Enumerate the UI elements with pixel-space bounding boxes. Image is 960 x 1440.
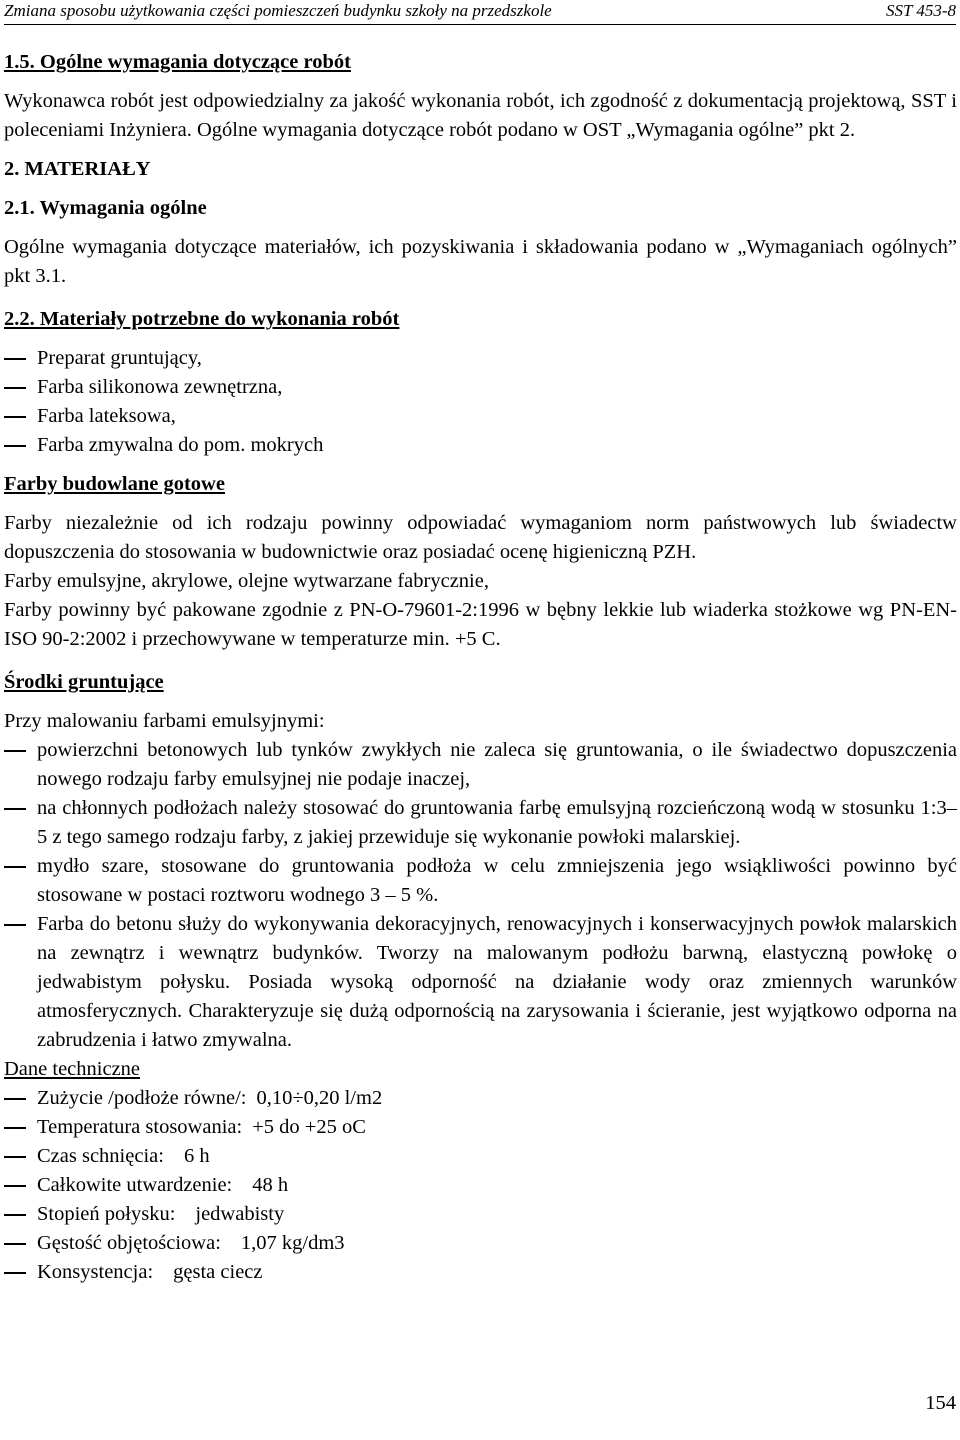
spec-label: Czas schnięcia: bbox=[37, 1145, 164, 1167]
list-item: Farba silikonowa zewnętrzna, bbox=[4, 373, 957, 402]
spec-value: jedwabisty bbox=[195, 1203, 285, 1225]
farby-heading: Farby budowlane gotowe bbox=[4, 473, 225, 495]
list-item: na chłonnych podłożach należy stosować do gruntowania farbę emulsyjną rozcieńczoną wodą w stosunku 1:3–5 z tego samego rodzaju farby, z jakiej przewiduje się wykonanie powłoki malarskiej. bbox=[4, 794, 957, 852]
section-2-heading: 2. MATERIAŁY bbox=[4, 158, 151, 180]
spec-value: 1,07 kg/dm3 bbox=[240, 1232, 345, 1254]
technical-data-list bbox=[4, 1084, 957, 1287]
spec-label: Całkowite utwardzenie: bbox=[37, 1174, 233, 1196]
page-number: 154 bbox=[925, 1392, 956, 1414]
farby-paragraph-1: Farby niezależnie od ich rodzaju powinny odpowiadać wymaganiom norm państwowych lub świadectw dopuszczenia do stosowania w budownictwie oraz posiadać ocenę higieniczną PZH. bbox=[4, 512, 957, 563]
header-title: Zmiana sposobu użytkowania części pomieszczeń budynku szkoły na przedszkole bbox=[4, 1, 552, 20]
spec-row bbox=[4, 1142, 957, 1171]
list-item: powierzchni betonowych lub tynków zwykłych nie zaleca się gruntowania, o ile świadectwo dopuszczenia nowego rodzaju farby emulsyjnej nie podaje inaczej, bbox=[4, 736, 957, 794]
spec-value: gęsta ciecz bbox=[173, 1261, 263, 1283]
spec-label: Stopień połysku: bbox=[37, 1203, 176, 1225]
srodki-intro: Przy malowaniu farbami emulsyjnymi: bbox=[4, 710, 325, 732]
spec-row bbox=[4, 1258, 957, 1287]
list-item: Farba do betonu służy do wykonywania dekoracyjnych, renowacyjnych i konserwacyjnych powłok malarskich na zewnątrz i wewnątrz budynków. Tworzy na malowanym podłożu barwną, elastyczną powłokę o jedwabistym połysku. Posiada wysoką odporność na działanie wody oraz zmiennych warunków atmosferycznych. Charakteryzuje się dużą odpornością na zarysowania i ścieranie, jest wyjątkowo odporna na zabrudzenia i łatwo zmywalna. bbox=[4, 910, 957, 1055]
spec-value: 48 h bbox=[252, 1174, 289, 1196]
materials-list bbox=[4, 344, 957, 460]
header-spec-code: SST 453-8 bbox=[885, 1, 956, 20]
dane-heading: Dane techniczne bbox=[4, 1058, 141, 1080]
spec-label: Zużycie /podłoże równe/: bbox=[37, 1087, 247, 1109]
spec-row bbox=[4, 1200, 957, 1229]
srodki-list bbox=[4, 736, 957, 1055]
list-item: Farba zmywalna do pom. mokrych bbox=[4, 431, 957, 460]
section-2-1-text: Ogólne wymagania dotyczące materiałów, ich pozyskiwania i składowania podano w „Wymaganiach ogólnych” pkt 3.1. bbox=[4, 236, 957, 287]
section-1-5-text: Wykonawca robót jest odpowiedzialny za jakość wykonania robót, ich zgodność z dokumentacją projektową, SST i poleceniami Inżyniera. Ogólne wymagania dotyczące robót podano w OST „Wymagania ogólne” pkt 2. bbox=[4, 90, 957, 141]
spec-row bbox=[4, 1171, 957, 1200]
list-item: Farba lateksowa, bbox=[4, 402, 957, 431]
srodki-heading: Środki gruntujące bbox=[4, 671, 164, 693]
farby-paragraph-3: Farby powinny być pakowane zgodnie z PN-O-79601-2:1996 w bębny lekkie lub wiaderka stożkowe wg PN-EN-ISO 90-2:2002 i przechowywane w temperaturze min. +5 C. bbox=[4, 599, 957, 650]
spec-row bbox=[4, 1084, 957, 1113]
spec-value: +5 do +25 oC bbox=[252, 1116, 366, 1138]
spec-label: Konsystencja: bbox=[37, 1261, 154, 1283]
section-2-1-heading: 2.1. Wymagania ogólne bbox=[4, 197, 207, 219]
spec-row bbox=[4, 1229, 957, 1258]
document-body bbox=[4, 48, 957, 1287]
section-1-5-heading: 1.5. Ogólne wymagania dotyczące robót bbox=[4, 51, 351, 73]
running-header bbox=[4, 0, 956, 25]
list-item: Preparat gruntujący, bbox=[4, 344, 957, 373]
spec-label: Temperatura stosowania: bbox=[37, 1116, 243, 1138]
spec-label: Gęstość objętościowa: bbox=[37, 1232, 221, 1254]
list-item: mydło szare, stosowane do gruntowania podłoża w celu zmniejszenia jego wsiąkliwości powinno być stosowane w postaci roztworu wodnego 3 – 5 %. bbox=[4, 852, 957, 910]
farby-paragraph-2: Farby emulsyjne, akrylowe, olejne wytwarzane fabrycznie, bbox=[4, 570, 489, 592]
spec-value: 6 h bbox=[183, 1145, 210, 1167]
spec-row bbox=[4, 1113, 957, 1142]
section-2-2-heading: 2.2. Materiały potrzebne do wykonania robót bbox=[4, 308, 400, 330]
spec-value: 0,10÷0,20 l/m2 bbox=[256, 1087, 383, 1109]
